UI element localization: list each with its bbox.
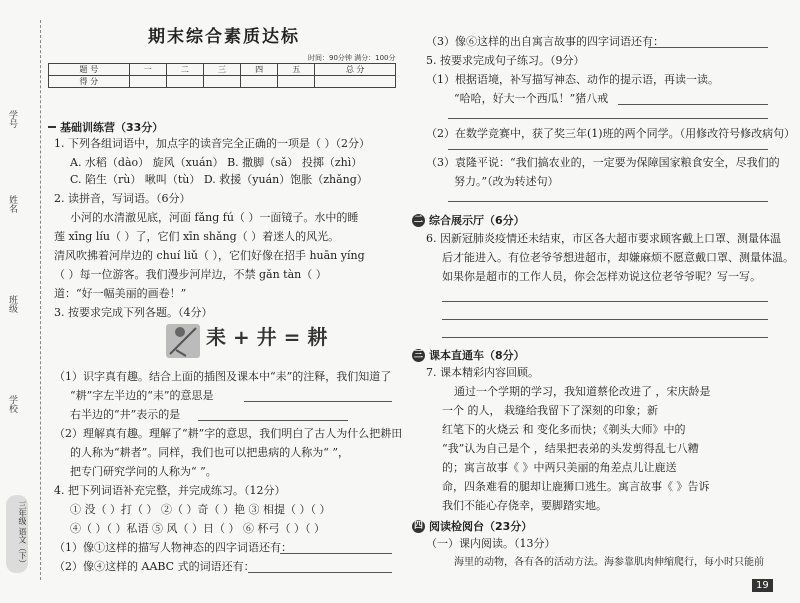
q7-line-1: 通过一个学期的学习，我知道蔡伦改进了 ，宋庆龄是 <box>454 385 711 398</box>
character-formula: 耒 + 井 = 耕 <box>206 325 328 349</box>
q2-line-3: 清风吹拂着河岸边的 chuí liǔ（ ），它们好像在招手 huān yíng <box>54 249 365 262</box>
q7-line-2: 一个 的人， 栽缝给我留下了深刻的印象；新 <box>442 404 658 417</box>
score-row-header <box>49 64 396 76</box>
q4-stem: 4. 把下列词语补充完整，并完成练习。（12分） <box>54 484 286 497</box>
answer-line[interactable] <box>442 301 768 302</box>
section-4-heading <box>412 518 532 534</box>
q5-sub-1: （1）根据语境，补写描写神态、动作的提示语，再读一读。 <box>426 73 719 86</box>
answer-line[interactable] <box>442 319 768 320</box>
section-number-badge: 四 <box>413 520 423 531</box>
section-marker <box>48 126 56 128</box>
q4-row-1: ① 没（ ）打（ ） ②（ ）奇（ ）艳 ③ 相提（ ）（ ） <box>70 503 331 516</box>
answer-line[interactable] <box>648 47 768 48</box>
answer-line[interactable] <box>198 420 348 421</box>
exam-meta: 时间：90分钟 满分：100分 <box>308 54 396 62</box>
school-label: 学校 <box>7 395 17 413</box>
q3-s1-line-1: （1）识字真有趣。结合上面的插图及课本中“耒”的注释，我们知道了 <box>54 370 392 383</box>
binding-margin <box>0 0 42 603</box>
q5-stem: 5. 按要求完成句子练习。（9分） <box>426 54 585 67</box>
q5-sub-3-line-1: （3）袁隆平说：“我们搞农业的，一定要为保障国家粮食安全，尽我们的 <box>426 156 780 169</box>
q3-s2-line-1: （2）理解真有趣。理解了“耕”字的意思，我们明白了古人为什么把耕田 <box>54 427 403 440</box>
q2-stem: 2. 读拼音，写词语。（6分） <box>54 192 191 205</box>
q5-sub-2: （2）在数学竞赛中，获了奖三年(1)班的两个同学。（用修改符号修改病句） <box>426 127 796 140</box>
q7-stem: 7. 课本精彩内容回顾。 <box>426 366 539 379</box>
answer-line[interactable] <box>618 104 768 105</box>
section-3-label: 课本直通车（8分） <box>429 349 525 362</box>
score-row-values <box>49 76 396 88</box>
section-2-label: 综合展示厅（6分） <box>429 214 525 227</box>
q2-line-2: 莲 xīng líu（ ）了，它们 xīn shǎng（ ）着迷人的风光。 <box>54 230 340 243</box>
score-cell: 得 分 <box>49 76 130 88</box>
score-cell[interactable] <box>278 76 315 88</box>
section-number-badge: 二 <box>413 214 423 225</box>
q3-s2-line-3: 把专门研究学问的人称为“ ”。 <box>70 465 217 478</box>
q7-line-5: 的；寓言故事《 》中两只美丽的角差点儿让鹿送 <box>442 461 677 474</box>
section-1-heading <box>48 119 163 135</box>
q6-line-2: 后才能进入。有位老爷爷想进超市，却嫌麻烦不愿意戴口罩、测量体温。 <box>442 251 794 264</box>
score-cell: 五 <box>278 64 315 76</box>
q2-line-4: （ ）每一位游客。我们漫步河岸边，不禁 gǎn tàn（ ） <box>54 268 327 281</box>
reading-1-title: （一）课内阅读。（13分） <box>426 537 556 550</box>
section-1-label: 基础训练营（33分） <box>60 121 164 134</box>
section-number-badge: 三 <box>413 349 423 360</box>
q3-s1-line-3: 右半边的“井”表示的是 <box>70 408 181 421</box>
score-cell: 总 分 <box>315 64 396 76</box>
answer-line[interactable] <box>248 572 392 573</box>
answer-line[interactable] <box>280 553 392 554</box>
q5-sub-3-line-2: 努力。”（改为转述句） <box>454 175 559 188</box>
score-cell[interactable] <box>129 76 166 88</box>
q2-line-1: 小河的水清澈见底，河面 fǎng fú（ ）一面镜子。水中的睡 <box>70 211 359 224</box>
book-badge: 三年级 语文（下） <box>6 495 28 573</box>
score-cell[interactable] <box>315 76 396 88</box>
q1-stem: 1. 下列各组词语中，加点字的读音完全正确的一项是（ ）（2分） <box>54 137 370 150</box>
q1-options-cd: C. 陷生（rù） 啾叫（tù） D. 救援（yuán）饱胀（zhǎng） <box>70 173 368 186</box>
q4-sub-2: （2）像④这样的 AABC 式的词语还有： <box>54 560 255 573</box>
q2-line-5: 道：“好一幅美丽的画卷！” <box>54 287 187 300</box>
q7-line-7: 我们不能心存侥幸，要脚踏实地。 <box>442 499 607 512</box>
page-number: 19 <box>752 579 773 592</box>
score-cell[interactable] <box>203 76 240 88</box>
score-cell[interactable] <box>241 76 278 88</box>
answer-line[interactable] <box>448 201 768 202</box>
score-cell: 四 <box>241 64 278 76</box>
q7-line-3: 红笔下的火烧云 和 变化多而快；《剃头大师》中的 <box>442 423 686 436</box>
q6-line-1: 6. 因新冠肺炎疫情还未结束，市区各大超市要求顾客戴上口罩、测量体温 <box>426 232 781 245</box>
q4-row-2: ④（ ）（ ）私语 ⑤ 风（ ）日（ ） ⑥ 杯弓（ ）（ ） <box>70 522 325 535</box>
answer-line[interactable] <box>244 401 392 402</box>
score-cell: 题 号 <box>49 64 130 76</box>
answer-line[interactable] <box>448 149 768 150</box>
score-cell: 一 <box>129 64 166 76</box>
q3-stem: 3. 按要求完成下列各题。（4分） <box>54 306 213 319</box>
seat-label: 学号 <box>7 110 17 128</box>
q4-sub-3: （3）像⑥这样的出自寓言故事的四字词语还有： <box>426 35 664 48</box>
q1-options-ab: A. 水稻（dào） 旋风（xuán） B. 撒脚（sǎ） 投掷（zhì） <box>70 156 363 169</box>
score-table <box>48 63 396 88</box>
reading-passage: 海里的动物，各有各的活动方法。海参靠肌肉伸缩爬行，每小时只能前 <box>454 557 764 568</box>
cut-line <box>40 20 41 580</box>
q6-line-3: 如果你是超市的工作人员，你会怎样劝说这位老爷爷呢？写一写。 <box>442 270 761 283</box>
q5-sub-1-quote: “哈哈，好大一个西瓜！”猪八戒 <box>454 92 609 105</box>
class-label: 班级 <box>7 295 17 313</box>
score-cell: 三 <box>203 64 240 76</box>
section-2-heading <box>412 212 525 228</box>
page-title: 期末综合素质达标 <box>148 27 300 47</box>
section-3-heading <box>412 347 525 363</box>
name-label: 姓名 <box>7 195 17 213</box>
q3-s2-line-2: 的人称为“耕者”。同样，我们也可以把患病的人称为“ ”， <box>70 446 349 459</box>
section-4-label: 阅读检阅台（23分） <box>429 520 533 533</box>
q4-sub-1: （1）像①这样的描写人物神态的四字词语还有： <box>54 541 292 554</box>
q3-s1-line-2: “耕”字左半边的“耒”的意思是 <box>70 389 214 402</box>
q7-line-6: 命，四条难看的腿却让鹿狮口逃生。寓言故事《 》告诉 <box>442 480 710 493</box>
q7-line-4: “我”认为自己是个 ，结果把表弟的头发剪得乱七八糟 <box>442 442 699 455</box>
score-cell[interactable] <box>166 76 203 88</box>
score-cell: 二 <box>166 64 203 76</box>
answer-line[interactable] <box>442 337 768 338</box>
answer-line[interactable] <box>448 118 768 119</box>
